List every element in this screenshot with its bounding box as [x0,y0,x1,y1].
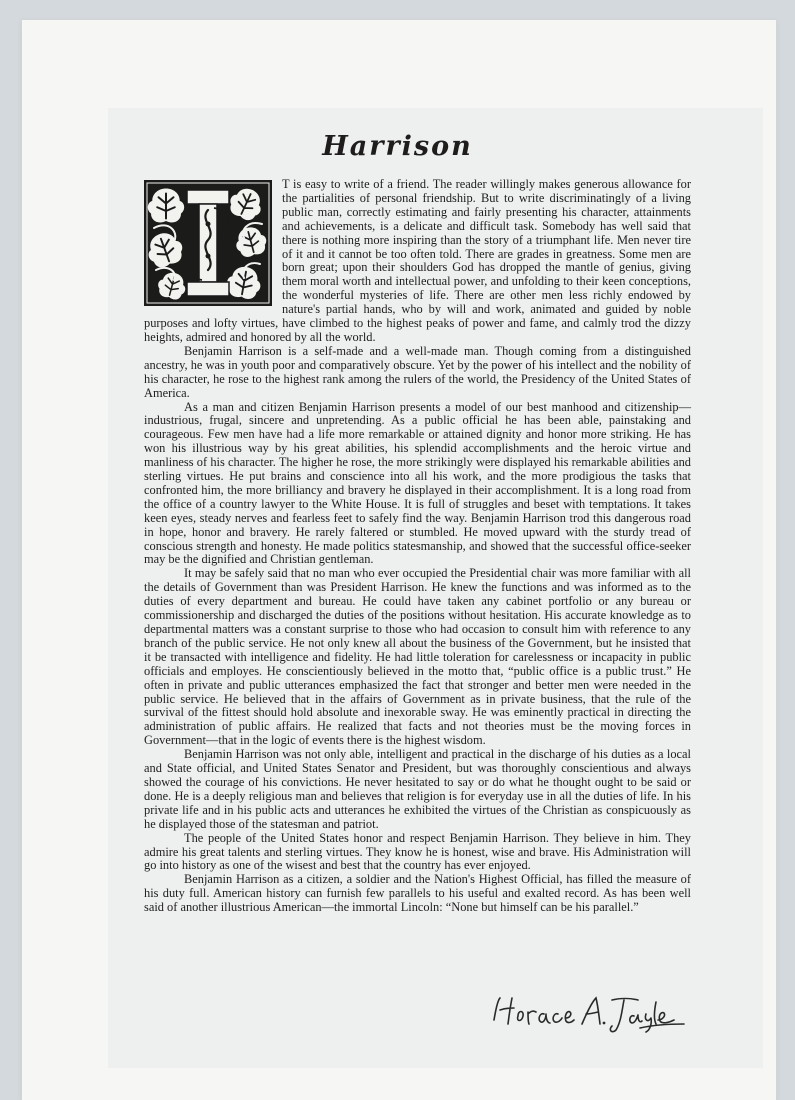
paragraph-6: The people of the United States honor and respect Benjamin Harrison. They believe in him. They admire his great talents and sterling virtues. They know he is honest, wise and brave. His Administration will go into history as one of the wisest and best that the country has ever enjoyed. [144,830,691,873]
paragraph-2: Benjamin Harrison is a self-made and a well-made man. Though coming from a distinguished ancestry, he was in youth poor and comparatively obscure. Yet by the power of his intellect and the nobility of his character, he rose to the highest rank among the rulers of the world, the Presidency of the United States of America. [144,343,691,400]
paragraph-5: Benjamin Harrison was not only able, intelligent and practical in the discharge of his duties as a local and State official, and United States Senator and President, but was thoroughly conscientious and always showed the courage of his convictions. He never hesitated to say or do what he thought ought to be said or done. He is a deeply religious man and believes that religion is for everyday use in all the duties of life. In his private life and in his public acts and utterances he exhibited the virtues of the Christian as conspicuously as he displayed those of the statesman and patriot. [144,747,691,831]
article-body [144,178,691,915]
ornamental-dropcap-i-icon [144,180,272,306]
paragraph-3: As a man and citizen Benjamin Harrison presents a model of our best manhood and citizenship—industrious, frugal, sincere and unpretending. As a public official he has been able, painstaking and courageous. Few men have had a life more remarkable or attained dignity and honor more striking. He has won his illustrious way by his great abilities, his splendid accomplishments and the heroic virtue and manliness of his character. The higher he rose, the more strikingly were displayed his remarkable abilities and sterling virtues. He put brains and conscience into all his work, and the more prodigious the tasks that confronted him, the more brilliancy and bravery he displayed in their accomplishment. It is a long road from the office of a country lawyer to the White House. It is full of struggles and beset with temptations. It takes keen eyes, steady nerves and fearless feet to safely find the way. Benjamin Harrison trod this dangerous road in hope, honor and bravery. He rarely faltered or stumbled. He moved upward with the sturdy tread of conscious strength and honesty. He made politics statesmanship, and showed that the successful office-seeker may be the dignified and Christian gentleman. [144,399,691,567]
handwritten-signature [488,990,688,1036]
paragraph-4: It may be safely said that no man who ever occupied the Presidential chair was more familiar with all the details of Government than was President Harrison. He knew the functions and was informed as to the duties of every department and bureau. He could have taken any cabinet portfolio or any bureau or commissionership and discharged the duties of the positions without hesitation. His accurate knowledge as to departmental matters was a constant surprise to those who had occasion to consult him with reference to any branch of the public service. He not only knew all about the business of the Government, but he insisted that it be transacted with intelligence and fidelity. He had little toleration for carelessness or incapacity in public officials and employes. He conscientiously believed in the motto that, “public office is a public trust.” He often in private and public utterances emphasized the fact that stronger and better men were needed in the public service. He believed that in the affairs of Government as in private business, that the rule of the survival of the fittest should hold absolute and inexorable sway. He was eminently practical in directing the administration of public affairs. He realized that facts and not theories must be the moving forces in Government—that in the logic of events there is the highest wisdom. [144,566,691,748]
signature-text: Horace A. Taylor [488,1035,495,1036]
paragraph-1-text: T is easy to write of a friend. The reader willingly makes generous allowance for the partialities of personal friendship. But to write discriminatingly of a living public man, correctly estimating and fairly presenting his character, attainments and achievements, is a delicate and difficult task. Somebody has well said that there is nothing more inspiring than the story of a triumphant life. Men never tire of it and it cannot be too often told. There are grades in greatness. Some men are born great; upon their shoulders God has dropped the mantle of genius, giving them moral worth and intellectual power, and unfolding to their keen conceptions, the wonderful mysteries of life. There are other men less richly endowed by nature's partial hands, who by will and work, animated and guided by noble purposes and lofty virtues, have climbed to the highest peaks of power and fame, and calmly trod the dizzy heights, admired and honored by all the world. [144,177,691,344]
paragraph-1 [144,178,691,345]
paragraph-7: Benjamin Harrison as a citizen, a soldier and the Nation's Highest Official, has filled the measure of his duty full. American history can furnish few parallels to his useful and exalted record. As has been well said of another illustrious American—the immortal Lincoln: “None but himself can be his parallel.” [144,872,691,915]
page-title: Harrison [322,131,473,162]
